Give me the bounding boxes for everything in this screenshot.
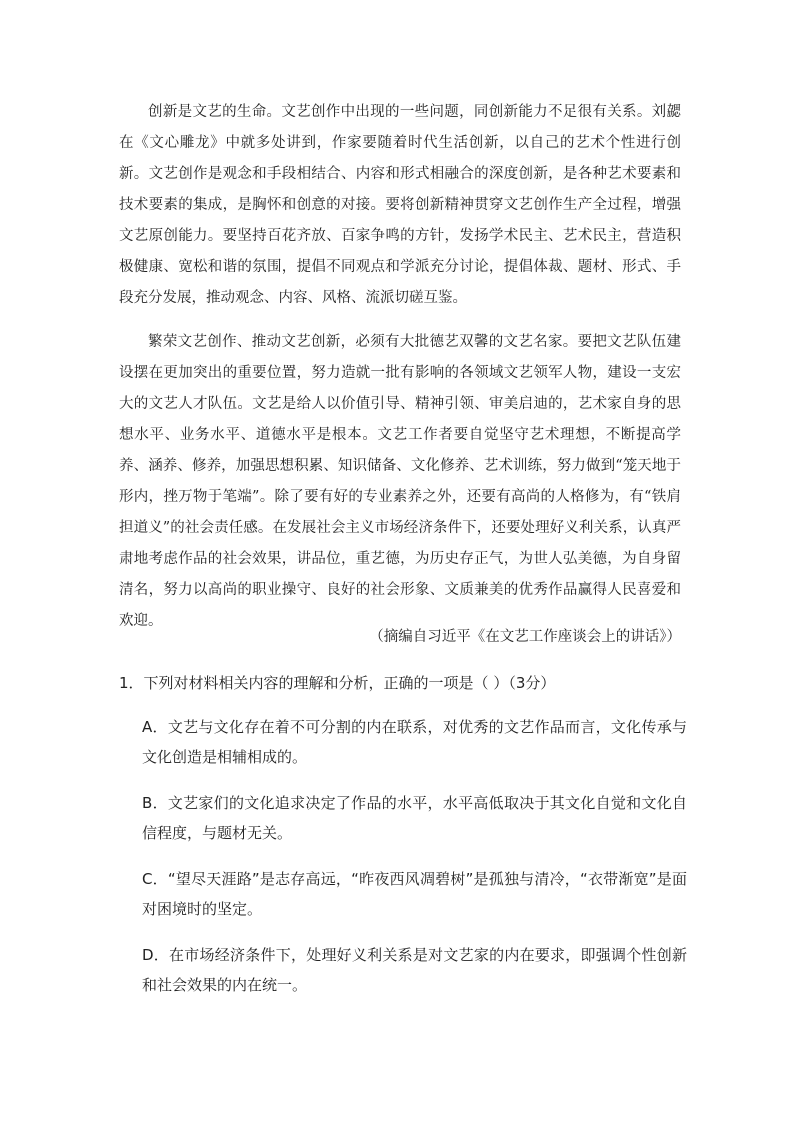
passage-paragraph-2: 繁荣文艺创作、推动文艺创新，必须有大批德艺双馨的文艺名家。要把文艺队伍建设摆在更加突出的重要位置，努力造就一批有影响的各领域文艺领军人物，建设一支宏大的文艺人才队伍。文艺是给人以价值引导、精神引领、审美启迪的，艺术家自身的思想水平、业务水平、道德水平是根本。文艺工作者要自觉坚守艺术理想，不断提高学养、涵养、修养，加强思想积累、知识储备、文化修养、艺术训练，努力做到“笼天地于形内，挫万物于笔端”。除了要有好的专业素养之外，还要有高尚的人格修为，有“铁肩担道义”的社会责任感。在发展社会主义市场经济条件下，还要处理好义利关系，认真严肃地考虑作品的社会效果，讲品位，重艺德，为历史存正气，为世人弘美德，为自身留清名，努力以高尚的职业操守、良好的社会形象、文质兼美的优秀作品赢得人民喜爱和欢迎。 <box>119 334 681 629</box>
question-stem: 1．下列对材料相关内容的理解和分析，正确的一项是（ ）（3分） <box>119 674 556 692</box>
option-c: C．“望尽天涯路”是志存高远，“昨夜西风凋碧树”是孤独与清冷，“衣带渐宽”是面对困境时的坚定。 <box>142 870 687 918</box>
option-d: D．在市场经济条件下，处理好义利关系是对文艺家的内在要求，即强调个性创新和社会效果的内在统一。 <box>142 946 687 994</box>
passage-paragraph-1: 创新是文艺的生命。文艺创作中出现的一些问题，同创新能力不足很有关系。刘勰在《文心雕龙》中就多处讲到，作家要随着时代生活创新，以自己的艺术个性进行创新。文艺创作是观念和手段相结合、内容和形式相融合的深度创新，是各种艺术要素和技术要素的集成，是胸怀和创意的对接。要将创新精神贯穿文艺创作生产全过程，增强文艺原创能力。要坚持百花齐放、百家争鸣的方针，发扬学术民主、艺术民主，营造积极健康、宽松和谐的氛围，提倡不同观点和学派充分讨论，提倡体裁、题材、形式、手段充分发展，推动观念、内容、风格、流派切磋互鉴。 <box>119 104 681 306</box>
passage-source: （摘编自习近平《在文艺工作座谈会上的讲话》） <box>369 629 681 645</box>
option-b: B．文艺家们的文化追求决定了作品的水平，水平高低取决于其文化自觉和文化自信程度，与题材无关。 <box>142 794 687 842</box>
option-a: A．文艺与文化存在着不可分割的内在联系，对优秀的文艺作品而言，文化传承与文化创造是相辅相成的。 <box>142 718 687 766</box>
